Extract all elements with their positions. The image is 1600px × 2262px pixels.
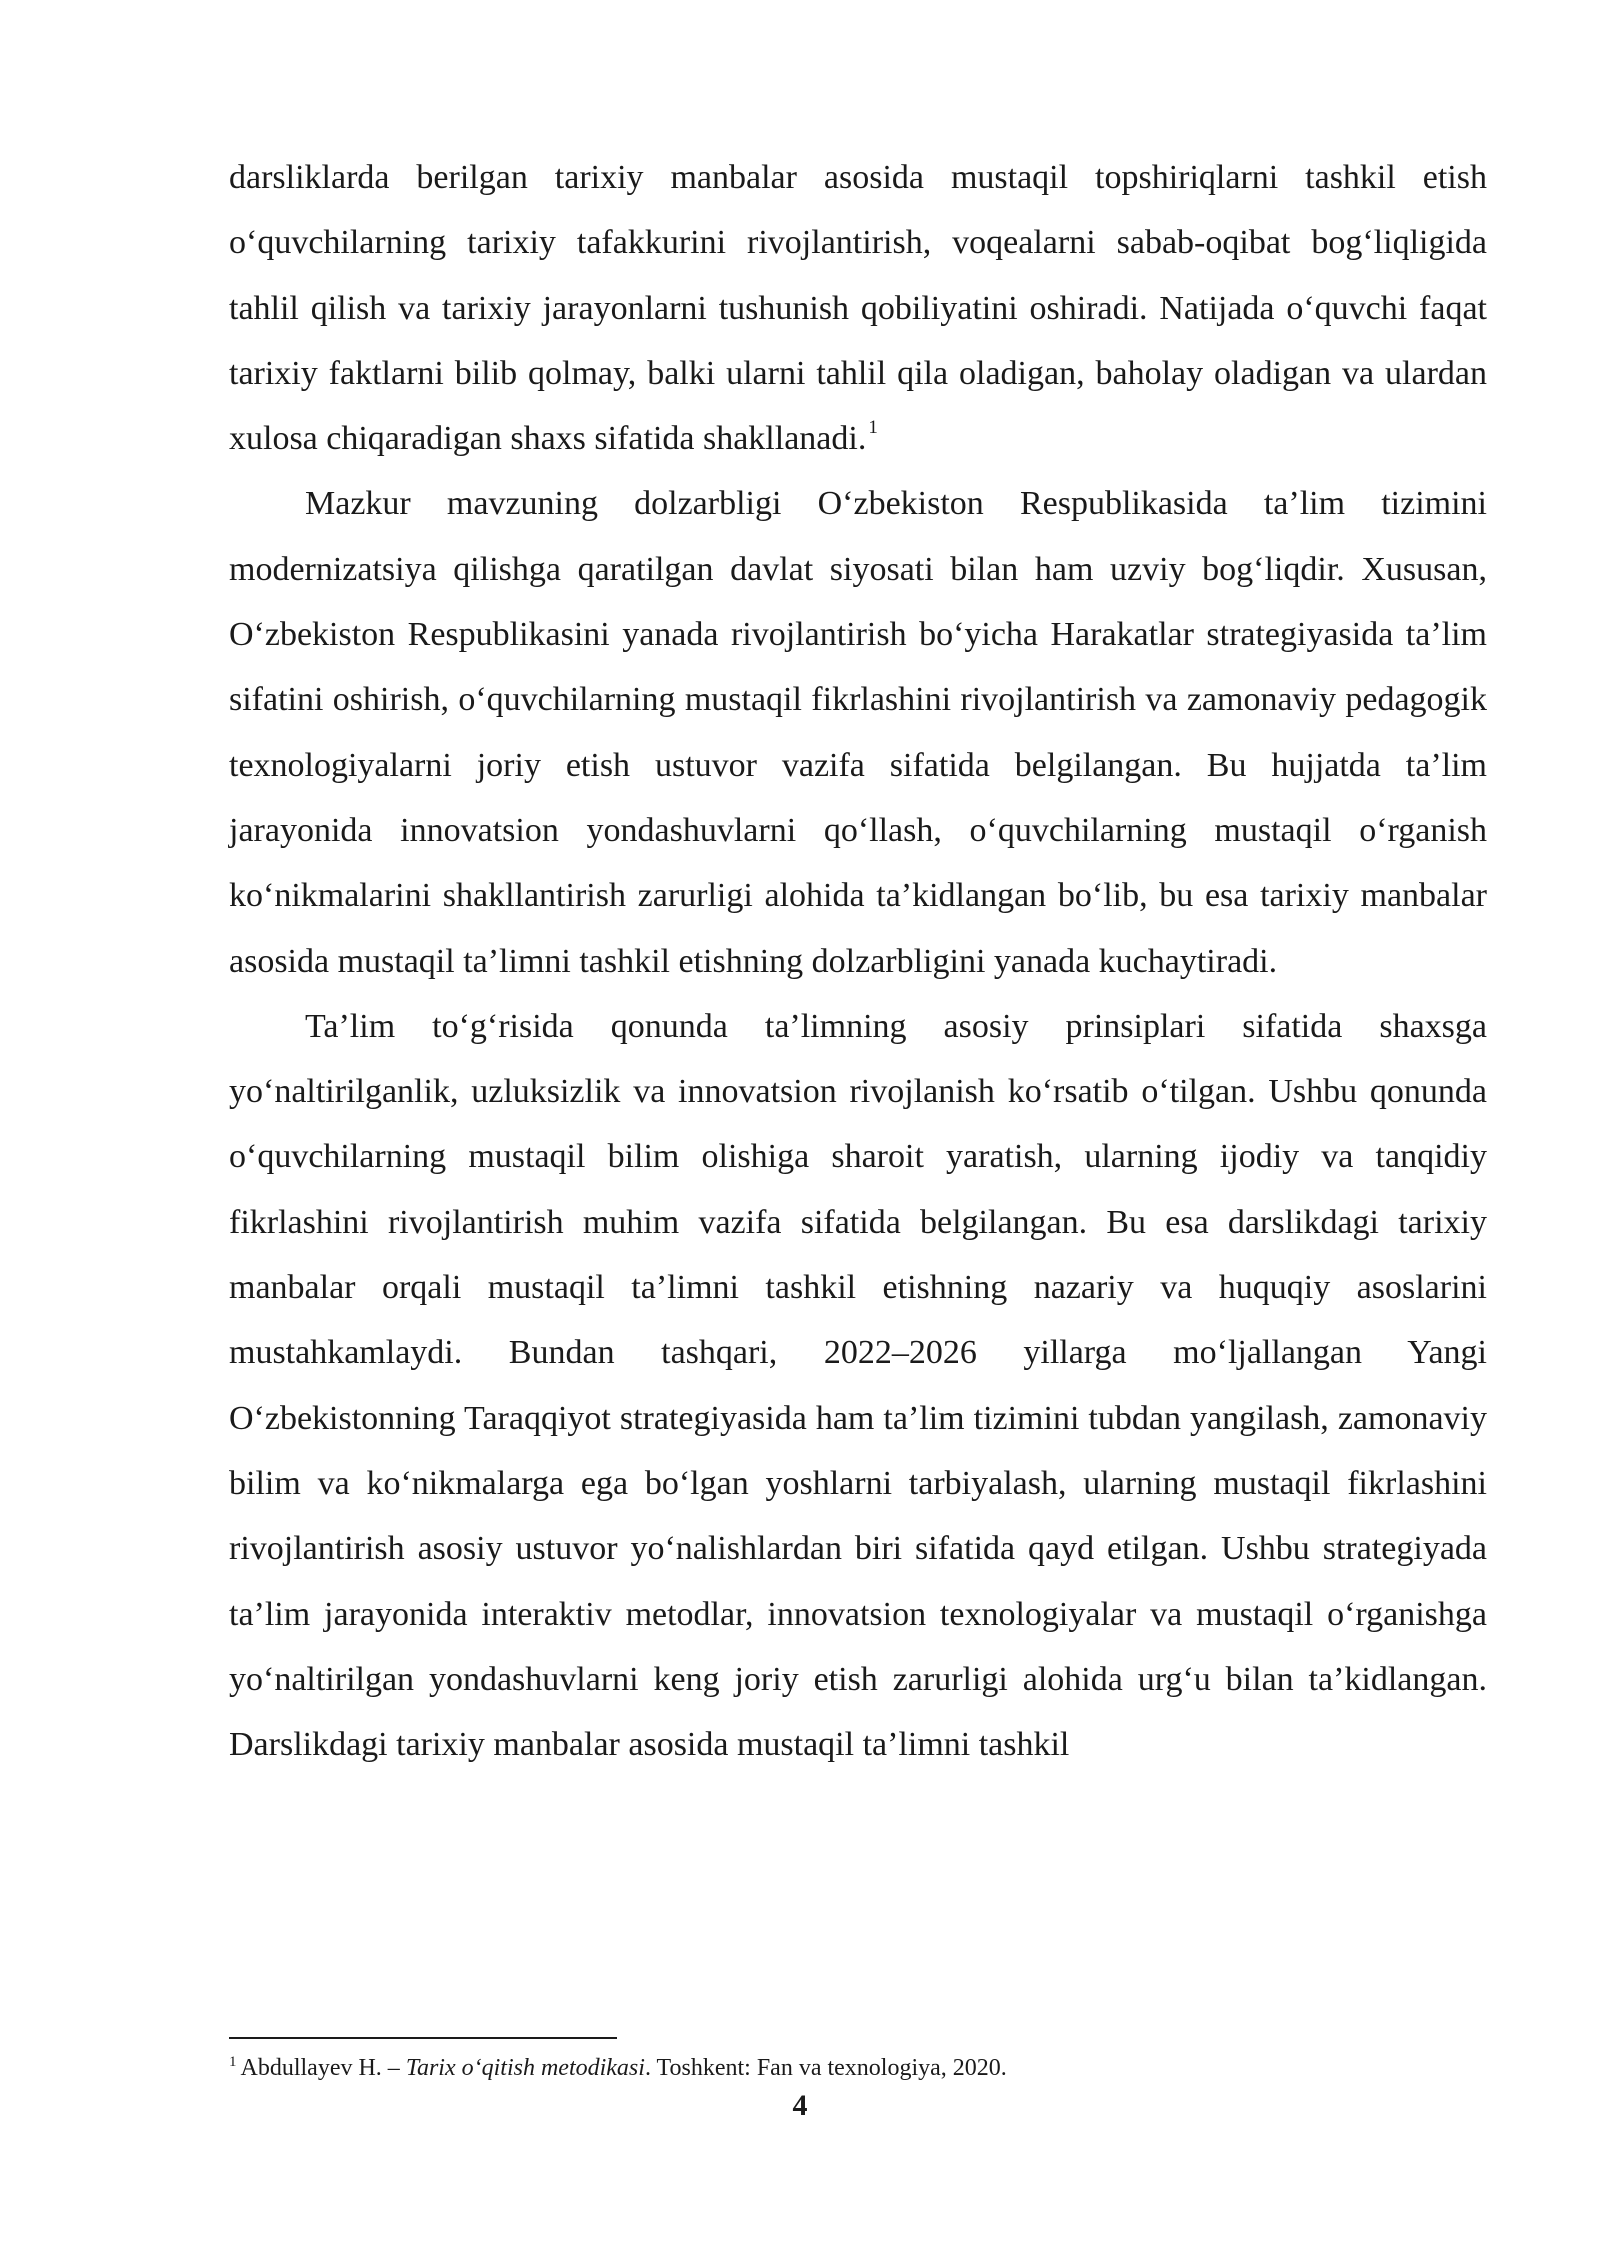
paragraph-1-text: darsliklarda berilgan tarixiy manbalar asosida mustaqil topshiriqlarni tashkil etish o‘quvchilarning tarixiy tafakkurini rivojlantirish, voqealarni sabab-oqibat bog‘liqligida tahlil qilish va tarixiy jarayonlarni tushunish qobiliyatini oshiradi. Natijada o‘quvchi faqat tarixiy faktlarni bilib qolmay, balki ularni tahlil qila oladigan, baholay oladigan va ulardan xulosa chiqaradigan shaxs sifatida shakllanadi. [229,159,1487,458]
footnote-publisher: . Toshkent: Fan va texnologiya, 2020. [644,2055,1007,2081]
footnote-number: 1 [229,2054,237,2070]
footnote [229,2052,1487,2084]
footnote-title: Tarix o‘qitish metodikasi [405,2055,645,2081]
footnote-separator [229,2037,617,2039]
paragraph-3: Ta’lim to‘g‘risida qonunda ta’limning asosiy prinsiplari sifatida shaxsga yo‘naltirilganlik, uzluksizlik va innovatsion rivojlanish ko‘rsatib o‘tilgan. Ushbu qonunda o‘quvchilarning mustaqil bilim olishiga sharoit yaratish, ularning ijodiy va tanqidiy fikrlashini rivojlantirish muhim vazifa sifatida belgilangan. Bu esa darslikdagi tarixiy manbalar orqali mustaqil ta’limni tashkil etishning nazariy va huquqiy asoslarini mustahkamlaydi. Bundan tashqari, 2022–2026 yillarga mo‘ljallangan Yangi O‘zbekistonning Taraqqiyot strategiyasida ham ta’lim tizimini tubdan yangilash, zamonaviy bilim va ko‘nikmalarga ega bo‘lgan yoshlarni tarbiyalash, ularning mustaqil fikrlashini rivojlantirish asosiy ustuvor yo‘nalishlardan biri sifatida qayd etilgan. Ushbu strategiyada ta’lim jarayonida interaktiv metodlar, innovatsion texnologiyalar va mustaqil o‘rganishga yo‘naltirilgan yondashuvlarni keng joriy etish zarurligi alohida urg‘u bilan ta’kidlangan. Darslikdagi tarixiy manbalar asosida mustaqil ta’limni tashkil [229,1007,1487,1764]
body-text [229,145,1487,1777]
paragraph-2: Mazkur mavzuning dolzarbligi O‘zbekiston Respublikasida ta’lim tizimini modernizatsiya qilishga qaratilgan davlat siyosati bilan ham uzviy bog‘liqdir. Xususan, O‘zbekiston Respublikasini yanada rivojlantirish bo‘yicha Harakatlar strategiyasida ta’lim sifatini oshirish, o‘quvchilarning mustaqil fikrlashini rivojlantirish va zamonaviy pedagogik texnologiyalarni joriy etish ustuvor vazifa sifatida belgilangan. Bu hujjatda ta’lim jarayonida innovatsion yondashuvlarni qo‘llash, o‘quvchilarning mustaqil o‘rganish ko‘nikmalarini shakllantirish zarurligi alohida ta’kidlangan bo‘lib, bu esa tarixiy manbalar asosida mustaqil ta’limni tashkil etishning dolzarbligini yanada kuchaytiradi. [229,485,1487,980]
page-number: 4 [792,2089,808,2122]
footnote-reference: 1 [868,416,878,438]
paragraph-1 [229,145,1487,471]
footnote-author: Abdullayev H. – [240,2055,400,2081]
